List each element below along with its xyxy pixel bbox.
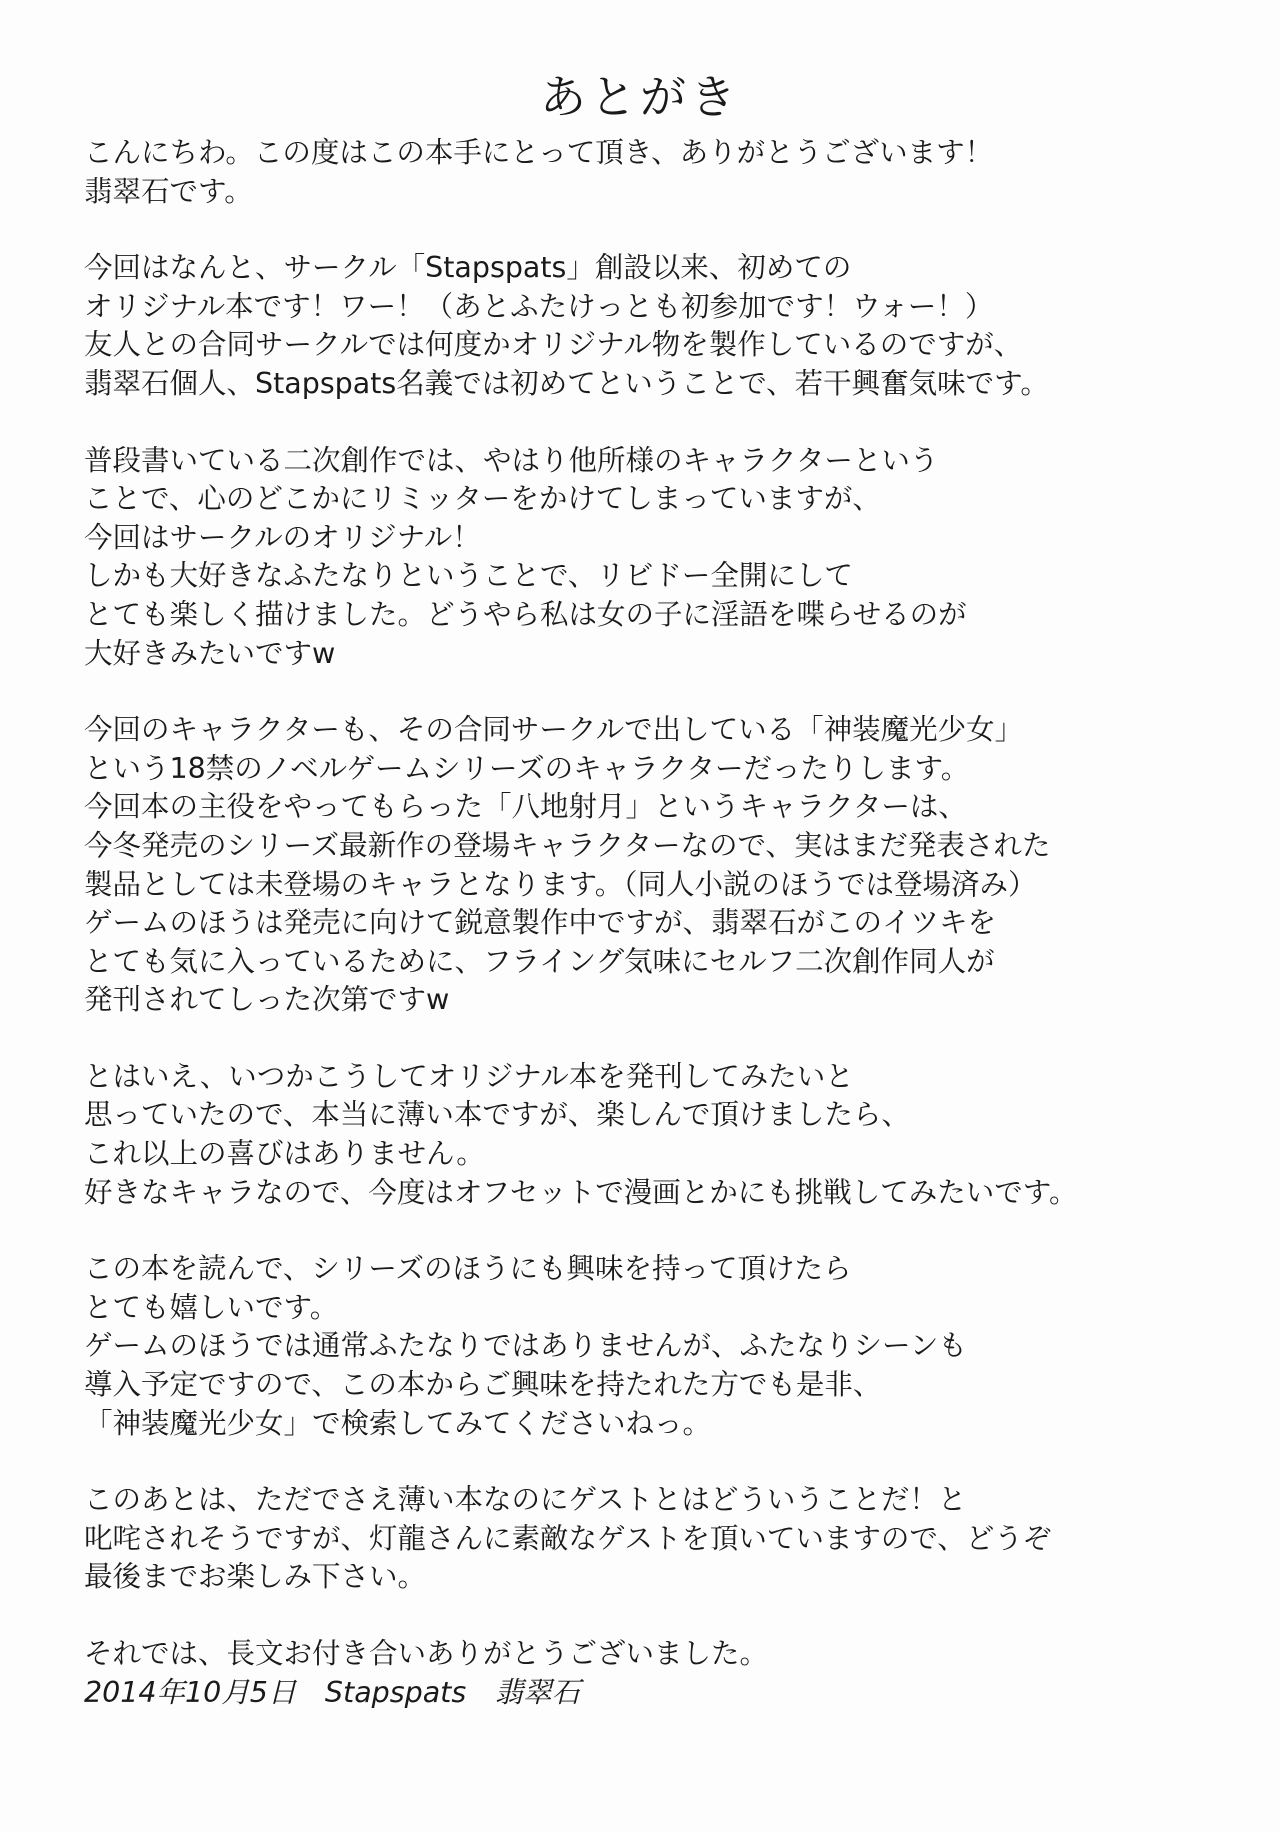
text-line: 翡翠石個人、Stapspats名義では初めてということで、若干興奮気味です。 bbox=[84, 366, 1049, 400]
paragraph-character bbox=[84, 711, 1234, 1020]
text-line: 翡翠石です。 bbox=[84, 174, 253, 208]
text-line: 最後までお楽しみ下さい。 bbox=[84, 1560, 427, 1594]
text-line: このあとは、ただでさえ薄い本なのにゲストとはどういうことだ！と bbox=[84, 1483, 967, 1517]
text-line: オリジナル本です！ワー！（あとふたけっとも初参加です！ウォー！） bbox=[84, 289, 994, 323]
text-line: とても楽しく描けました。どうやら私は女の子に淫語を喋らせるのが bbox=[84, 597, 967, 631]
text-line: ことで、心のどこかにリミッターをかけてしまっていますが、 bbox=[84, 482, 881, 516]
text-line: とても嬉しいです。 bbox=[84, 1290, 339, 1324]
text-line: こんにちわ。この度はこの本手にとって頂き、ありがとうございます！ bbox=[84, 136, 994, 169]
text-line: 製品としては未登場のキャラとなります。（同人小説のほうでは登場済み） bbox=[84, 867, 1037, 901]
text-line: 今冬発売のシリーズ最新作の登場キャラクターなので、実はまだ発表された bbox=[84, 828, 1051, 862]
page-title: あとがき bbox=[540, 69, 740, 124]
text-line: 今回はなんと、サークル「Stapspats」創設以来、初めての bbox=[84, 251, 852, 285]
afterword-body bbox=[84, 134, 1234, 1712]
text-line: とはいえ、いつかこうしてオリジナル本を発刊してみたいと bbox=[84, 1059, 854, 1093]
paragraph-closing bbox=[84, 1635, 1234, 1712]
text-line: 友人との合同サークルでは何度かオリジナル物を製作しているのですが、 bbox=[84, 328, 1023, 362]
text-line: 普段書いている二次創作では、やはり他所様のキャラクターという bbox=[84, 443, 939, 477]
text-line: 思っていたので、本当に薄い本ですが、楽しんで頂けましたら、 bbox=[84, 1098, 910, 1132]
text-line: 大好きみたいですw bbox=[84, 636, 336, 670]
paragraph-hopes bbox=[84, 1058, 1234, 1212]
closing-line: それでは、長文お付き合いありがとうございました。 bbox=[84, 1637, 769, 1670]
paragraph-greeting bbox=[84, 134, 1234, 211]
text-line: 発刊されてしった次第ですw bbox=[84, 983, 450, 1017]
text-line: 今回本の主役をやってもらった「八地射月」というキャラクターは、 bbox=[84, 790, 967, 824]
text-line: 叱咤されそうですが、灯龍さんに素敵なゲストを頂いていますので、どうぞ bbox=[84, 1521, 1052, 1555]
text-line: 好きなキャラなので、今度はオフセットで漫画とかにも挑戦してみたいです。 bbox=[84, 1175, 1078, 1209]
text-line: 今回のキャラクターも、その合同サークルで出している「神装魔光少女」 bbox=[84, 713, 1024, 747]
signature-date-author: 2014年10月5日 Stapspats 翡翠石 bbox=[84, 1675, 581, 1709]
text-line: この本を読んで、シリーズのほうにも興味を持って頂けたら bbox=[84, 1252, 852, 1286]
text-line: とても気に入っているために、フライング気味にセルフ二次創作同人が bbox=[84, 944, 995, 978]
text-line: ゲームのほうは発売に向けて鋭意製作中ですが、翡翠石がこのイツキを bbox=[84, 906, 997, 940]
paragraph-fan-works bbox=[84, 442, 1234, 674]
paragraph-original-book bbox=[84, 249, 1234, 403]
text-line: という18禁のノベルゲームシリーズのキャラクターだったりします。 bbox=[84, 751, 970, 785]
text-line: 導入予定ですので、この本からご興味を持たれた方でも是非、 bbox=[84, 1368, 882, 1402]
text-line: ゲームのほうでは通常ふたなりではありませんが、ふたなりシーンも bbox=[84, 1329, 967, 1363]
text-line: 「神装魔光少女」で検索してみてくださいねっ。 bbox=[84, 1406, 712, 1440]
paragraph-guest bbox=[84, 1481, 1234, 1597]
paragraph-series bbox=[84, 1250, 1234, 1443]
text-line: これ以上の喜びはありません。 bbox=[84, 1137, 485, 1171]
text-line: しかも大好きなふたなりということで、リビドー全開にして bbox=[84, 559, 853, 593]
text-line: 今回はサークルのオリジナル！ bbox=[84, 520, 481, 554]
